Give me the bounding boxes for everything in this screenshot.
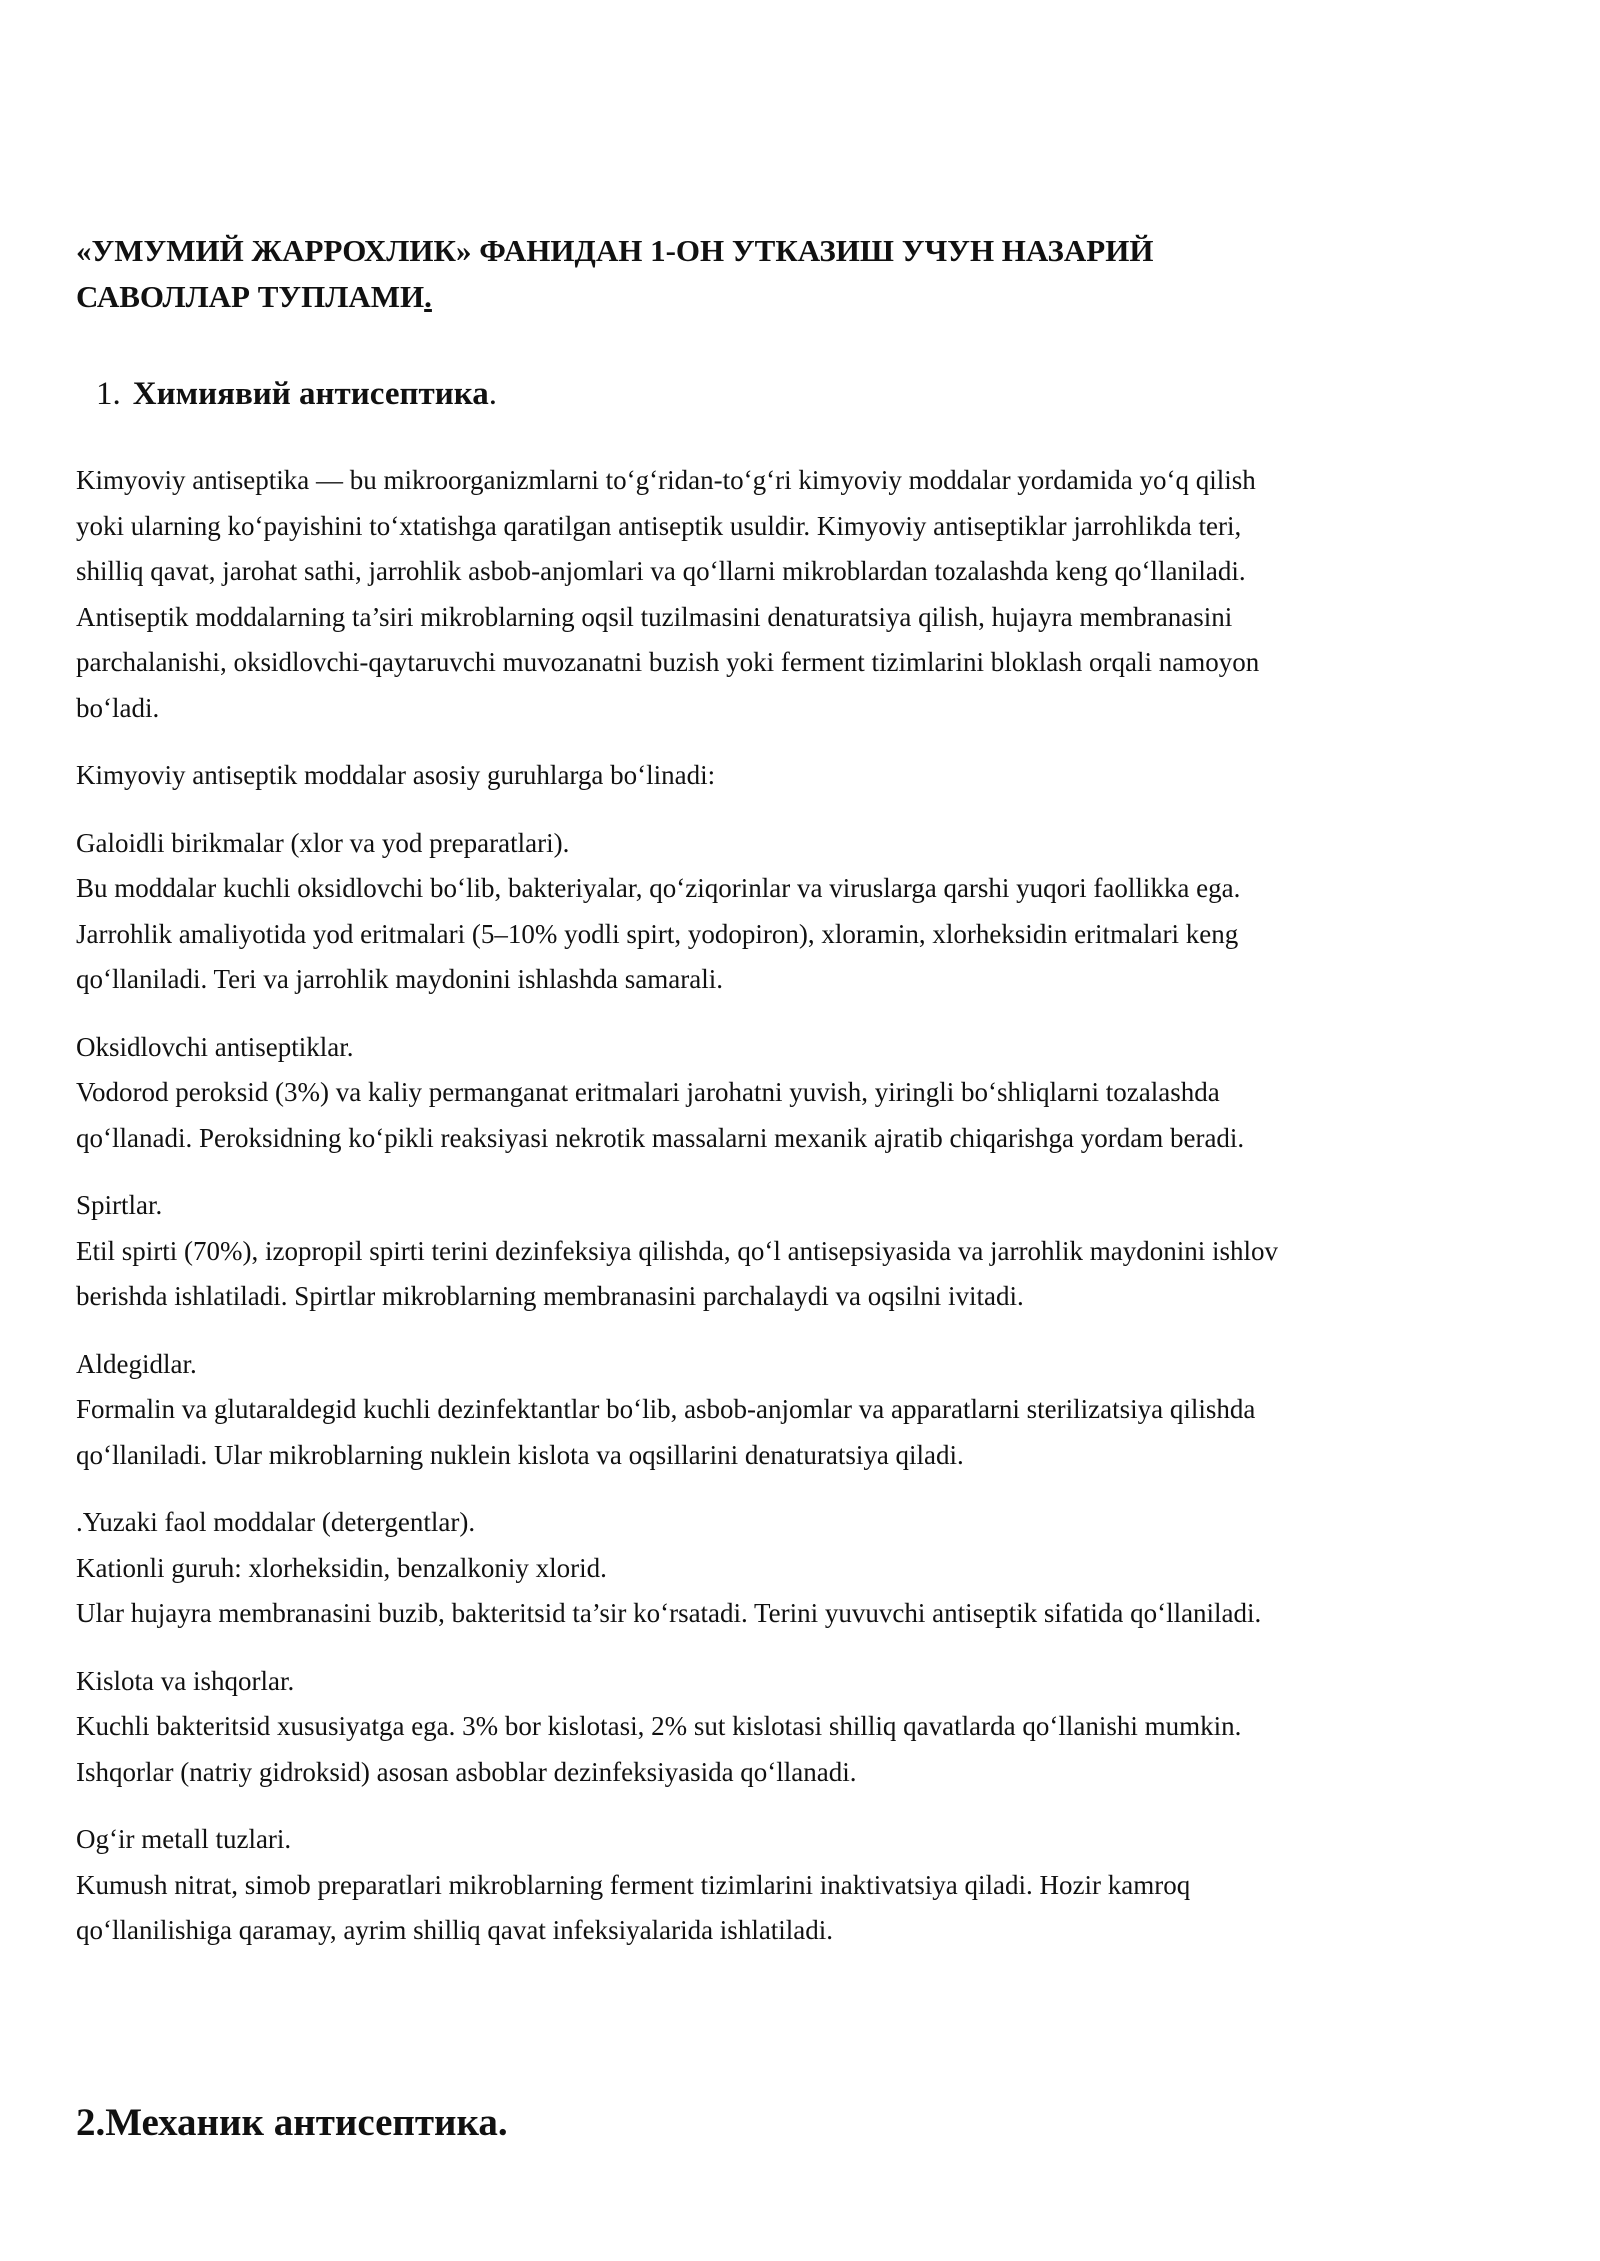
section-1-heading [96,372,497,416]
group-detergent-paragraph [76,1500,1536,1637]
group-oxidizer-line: Vodorod peroksid (3%) va kaliy permanganat eritmalari jarohatni yuvish, yiringli bo‘shliqlarni tozalashda [76,1077,1220,1107]
group-acid-alkali-line: Ishqorlar (natriy gidroksid) asosan asboblar dezinfeksiyasida qo‘llanadi. [76,1756,857,1787]
group-alcohol-line: berishda ishlatiladi. Spirtlar mikroblarning membranasini parchalaydi va oqsilni ivitadi. [76,1281,1024,1311]
groups-intro-paragraph [76,753,1536,799]
group-alcohol-paragraph [76,1183,1536,1320]
intro-line-3: shilliq qavat, jarohat sathi, jarrohlik asbob-anjomlari va qo‘llarni mikroblardan tozalashda keng qo‘llaniladi. [76,556,1246,586]
group-heavy-metal-line: Kumush nitrat, simob preparatlari mikroblarning ferment tizimlarini inaktivatsiya qiladi. Hozir kamroq [76,1869,1191,1900]
group-halogen-line: Bu moddalar kuchli oksidlovchi bo‘lib, bakteriyalar, qo‘ziqorinlar va viruslarga qarshi yuqori faollikka ega. [76,873,1241,903]
title-line-2-end: . [424,279,432,314]
group-detergent-line: Ular hujayra membranasini buzib, bakteritsid ta’sir ko‘rsatadi. Terini yuvuvchi antiseptik sifatida qo‘llaniladi. [76,1598,1262,1628]
group-acid-alkali-paragraph [76,1659,1536,1796]
section-2-heading: 2.Механик антисептика. [76,2101,508,2144]
group-detergent-title: .Yuzaki faol moddalar (detergentlar). [76,1507,476,1537]
group-aldehyde-line: qo‘llaniladi. Ular mikroblarning nuklein kislota va oqsillarini denaturatsiya qiladi. [76,1439,964,1470]
group-halogen-line: Jarrohlik amaliyotida yod eritmalari (5–10% yodli spirt, yodopiron), xloramin, xlorheksidin eritmalari keng [76,918,1239,949]
group-oxidizer-paragraph [76,1025,1536,1162]
title-line-1: «УМУМИЙ ЖАРРОХЛИК» ФАНИДАН 1-ОН УТКАЗИШ УЧУН НАЗАРИЙ [76,233,1154,268]
section-1-title-end: . [488,376,497,412]
group-halogen-paragraph [76,821,1536,1003]
groups-intro-line: Kimyoviy antiseptik moddalar asosiy guruhlarga bo‘linadi: [76,760,716,790]
intro-line-6: bo‘ladi. [76,692,160,723]
section-1-title: Химиявий антисептика [132,376,489,412]
group-alcohol-title: Spirtlar. [76,1190,163,1220]
group-heavy-metal-line: qo‘llanilishiga qaramay, ayrim shilliq qavat infeksiyalarida ishlatiladi. [76,1915,834,1945]
intro-line-2: yoki ularning ko‘payishini to‘xtatishga qaratilgan antiseptik usuldir. Kimyoviy antiseptiklar jarrohlikda teri, [76,510,1242,541]
group-aldehyde-line: Formalin va glutaraldegid kuchli dezinfektantlar bo‘lib, asbob-anjomlar va apparatlarni sterilizatsiya qilishda [76,1394,1256,1424]
group-heavy-metal-paragraph [76,1817,1536,1954]
section-1-number: 1. [96,376,121,412]
group-aldehyde-title: Aldegidlar. [76,1348,197,1379]
intro-line-4: Antiseptik moddalarning ta’siri mikroblarning oqsil tuzilmasini denaturatsiya qilish, hujayra membranasini [76,601,1233,632]
intro-line-5: parchalanishi, oksidlovchi-qaytaruvchi muvozanatni buzish yoki ferment tizimlarini bloklash orqali namoyon [76,647,1260,677]
group-heavy-metal-title: Og‘ir metall tuzlari. [76,1824,292,1854]
document-title [76,228,1516,320]
title-line-2: САВОЛЛАР ТУПЛАМИ [76,279,425,314]
intro-line-1: Kimyoviy antiseptika — bu mikroorganizmlarni to‘g‘ridan-to‘g‘ri kimyoviy moddalar yordamida yo‘q qilish [76,465,1256,495]
group-acid-alkali-title: Kislota va ishqorlar. [76,1665,295,1696]
group-alcohol-line: Etil spirti (70%), izopropil spirti terini dezinfeksiya qilishda, qo‘l antisepsiyasida va jarrohlik maydonini ishlov [76,1235,1279,1266]
group-oxidizer-title: Oksidlovchi antiseptiklar. [76,1031,354,1062]
section-1-content [76,458,1536,1976]
group-halogen-line: qo‘llaniladi. Teri va jarrohlik maydonini ishlashda samarali. [76,964,723,994]
group-oxidizer-line: qo‘llanadi. Peroksidning ko‘pikli reaksiyasi nekrotik massalarni mexanik ajratib chiqarishga yordam beradi. [76,1122,1245,1153]
group-halogen-title: Galoidli birikmalar (xlor va yod preparatlari). [76,827,570,858]
intro-paragraph [76,458,1536,731]
group-aldehyde-paragraph [76,1342,1536,1479]
group-detergent-line: Kationli guruh: xlorheksidin, benzalkoniy xlorid. [76,1552,607,1583]
group-acid-alkali-line: Kuchli bakteritsid xususiyatga ega. 3% bor kislotasi, 2% sut kislotasi shilliq qavatlarda qo‘llanishi mumkin. [76,1711,1242,1741]
